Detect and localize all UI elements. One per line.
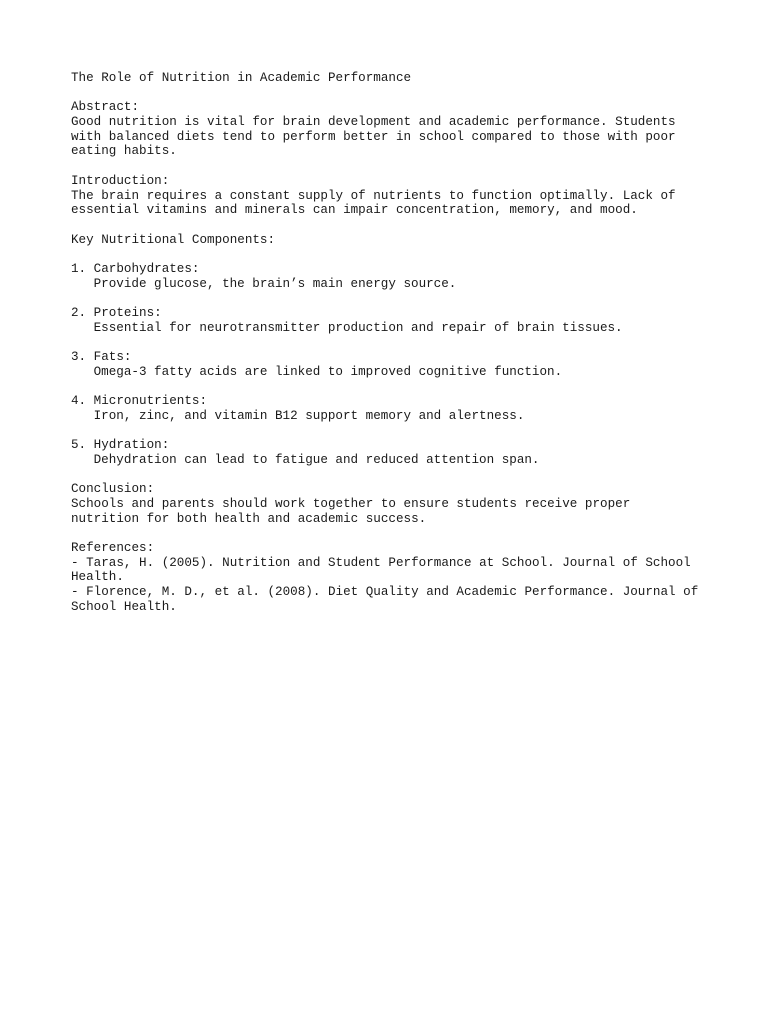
component-text: Omega-3 fatty acids are linked to improved cognitive function. — [93, 364, 563, 379]
references-heading: References: — [71, 541, 155, 555]
component-text: Essential for neurotransmitter production and repair of brain tissues. — [93, 320, 623, 335]
reference-line: - Florence, M. D., et al. (2008). Diet Quality and Academic Performance. Journal of — [71, 585, 699, 600]
component-label: 2. Proteins: — [71, 306, 162, 320]
conclusion-section — [71, 482, 711, 526]
component-text: Provide glucose, the brain’s main energy source. — [93, 276, 457, 291]
abstract-heading: Abstract: — [71, 100, 140, 115]
references-section — [71, 541, 711, 614]
component-item — [71, 306, 711, 335]
component-item — [71, 262, 711, 291]
abstract-line: Good nutrition is vital for brain development and academic performance. Students — [71, 115, 676, 130]
components-heading: Key Nutritional Components: — [71, 232, 276, 247]
component-text: Iron, zinc, and vitamin B12 support memory and alertness. — [93, 408, 525, 423]
reference-line: Health. — [71, 570, 124, 585]
introduction-heading: Introduction: — [71, 173, 170, 188]
document-title: The Role of Nutrition in Academic Performance — [71, 71, 412, 85]
conclusion-heading: Conclusion: — [71, 482, 155, 497]
abstract-line: with balanced diets tend to perform better in school compared to those with poor — [71, 129, 676, 144]
reference-line: School Health. — [71, 599, 177, 614]
component-label: 5. Hydration: — [71, 438, 170, 453]
component-label: 3. Fats: — [71, 350, 132, 365]
reference-line: - Taras, H. (2005). Nutrition and Student Performance at School. Journal of School — [71, 555, 691, 570]
component-item — [71, 438, 711, 467]
conclusion-line: nutrition for both health and academic success. — [71, 511, 427, 526]
abstract-line: eating habits. — [71, 144, 177, 159]
components-section — [71, 233, 711, 468]
component-label: 4. Micronutrients: — [71, 394, 208, 409]
introduction-line: essential vitamins and minerals can impair concentration, memory, and mood. — [71, 203, 638, 218]
document-page — [71, 71, 711, 614]
introduction-line: The brain requires a constant supply of nutrients to function optimally. Lack of — [71, 188, 676, 203]
component-item — [71, 350, 711, 379]
component-item — [71, 394, 711, 423]
introduction-section — [71, 174, 711, 218]
component-label: 1. Carbohydrates: — [71, 261, 200, 276]
conclusion-line: Schools and parents should work together to ensure students receive proper — [71, 496, 631, 511]
abstract-section — [71, 100, 711, 159]
component-text: Dehydration can lead to fatigue and reduced attention span. — [93, 452, 540, 467]
